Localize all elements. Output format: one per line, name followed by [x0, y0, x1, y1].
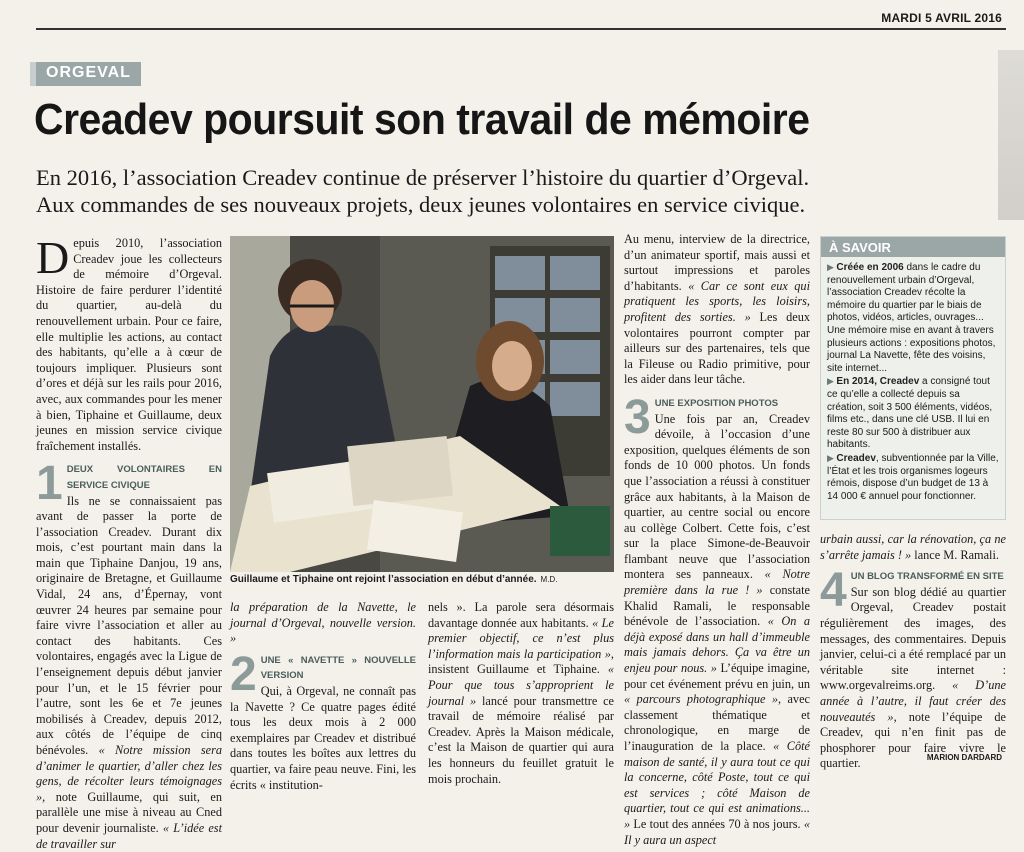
quote-text: « Il y aura un aspect — [624, 816, 810, 847]
info-item-lead: Creadev — [836, 452, 876, 464]
author-signature: MARION DARDARD — [926, 753, 1002, 762]
body-text: Les deux volontaires pourront compter par ailleurs sur des partenaires, tels que la Fileuse ou Radio primitive, pour les aider dans leur tâche. — [624, 309, 811, 387]
article-column-2 — [230, 600, 416, 792]
info-item-lead: Créée en 2006 — [836, 262, 904, 273]
body-text: Qui, à Orgeval, ne connaît pas la Navette ? Ce quatre pages édité tous les deux mois à 2 000 exemplaires par Creadev et distribué dans toutes les boîtes aux lettres du quartier, va faire peau neuve. Fini, les écrits « institution- — [230, 683, 416, 792]
body-text: constate Khalid Ramali, le responsable bénévole de l’association. — [624, 583, 811, 629]
body-text: lance M. Ramali. — [911, 547, 999, 562]
body-text: L’équipe imagine, pour cet événement prévu en juin, un — [624, 661, 810, 691]
article-column-1 — [36, 232, 223, 851]
body-text: Ils ne se connaissaient pas avant de passer la porte de l’association Creadev. Durant dix mois, c’est pourtant main dans la main que Tiphaine Danjou, 19 ans, originaire de Bretagne, et Guillaume Vidal, 24 ans, d’Épernay, vont œuvrer 24 heures par semaine pour faire vivre l’association et aller au contact des habitants. Ces volontaires, engagés avec la Ligue de l’enseignement depuis début janvier pour l’un, et le 15 février pour l’autre, sont les 6e et 7e jeunes mobilisés à Creadev, depuis 2012, aux côtés de l’équipe de cinq bénévoles. — [36, 493, 222, 757]
info-box-body — [821, 257, 1005, 507]
article-photo — [230, 236, 614, 572]
standfirst — [36, 164, 996, 218]
info-item-text: , subventionnée par la Ville, l’État et les trois organismes logeurs rémois, dispose d’un budget de 13 à 14 000 € annuel pour fonctionner. — [827, 452, 999, 502]
quote-text: « On a déjà exposé dans un hall d’immeuble mais jamais dehors. Ça va être un enjeu pour nous. » — [624, 614, 811, 676]
quote-text: « parcours photographique » — [624, 692, 778, 707]
body-text: , insistent Guillaume et Tiphaine. — [428, 646, 614, 677]
info-box — [820, 236, 1006, 520]
quote-text: « L’idée est de travailler sur — [36, 820, 223, 851]
body-text: Le tout des années 70 à nos jours. — [633, 816, 801, 831]
drop-cap: D — [36, 232, 70, 283]
article-column-3 — [428, 600, 615, 786]
quote-text: « Le premier objectif, ce n’est plus l’information mais la participation » — [428, 615, 614, 661]
section-number: 2 — [230, 647, 257, 701]
standfirst-line: En 2016, l’association Creadev continue de préserver l’histoire du quartier d’Orgeval. — [36, 165, 810, 190]
section-number: 4 — [820, 564, 847, 618]
quote-text: la préparation de la Navette, le journal d’Orgeval, nouvelle version. » — [230, 600, 416, 646]
quote-text: urbain aussi, car la rénovation, ça ne s’arrête jamais ! » — [820, 532, 1006, 562]
quote-text: « Notre mission sera d’animer le quartier, d’aller chez les gens, de récolter leurs témoignages » — [36, 743, 222, 804]
section-number: 1 — [36, 457, 63, 511]
section-subhead: UNE « NAVETTE » NOUVELLE VERSION — [260, 654, 416, 682]
standfirst-line: Aux commandes de ses nouveaux projets, deux jeunes volontaires en service civique. — [36, 192, 806, 217]
body-text: lancé pour transmettre ce travail de mémoire réalisé par Creadev. Après la Maison médicale, c’est la Maison de quartier qui aura les honneurs du feuillet gratuit le mois prochain. — [428, 693, 615, 786]
body-text: , note Guillaume, qui suit, en parallèle une mise à niveau au Cned pour devenir journaliste. — [36, 789, 222, 835]
quote-text: « Car ce sont eux qui pratiquent les sports, les loisirs, profitent des sorties. » — [624, 278, 810, 324]
info-box-title: À SAVOIR — [821, 237, 1005, 257]
quote-text: « Côté maison de santé, il y aura tout ce qui la concerne, côté Poste, tout ce qui est services ; côté Maison de quartier, tout ce qui est animations... » — [624, 739, 811, 831]
info-item — [827, 452, 999, 503]
issue-date: MARDI 5 AVRIL 2016 — [881, 11, 1002, 25]
triangle-bullet-icon: ▶ — [827, 376, 837, 387]
quote-text: « D’une année à l’autre, il faut créer des nouveautés » — [820, 678, 1006, 724]
page-header — [36, 10, 1006, 30]
info-item-lead: En 2014, Creadev — [836, 376, 920, 388]
adjacent-page-edge — [998, 50, 1024, 220]
body-text: Une fois par an, Creadev dévoile, à l’occasion d’une exposition, quelques éléments de son fonds de 10 000 photos. Un fonds que l’association a réussi à constituer grâce aux habitants, à la Maison de quartier, au centre social ou encore au collège Colbert. Cette fois, c’est sur la place Simone-de-Beauvoir flambant neuve que l’association montera ses panneaux. — [624, 411, 810, 582]
info-item-text: dans le cadre du renouvellement urbain d’Orgeval, l’association Creadev récolte la mémoire du quartier par le biais de photos, vidéos, articles, ouvrages... Une mémoire mise en avant à travers plusieurs actions : expositions photos, journal La Navette, fête des voisins, site internet... — [827, 262, 996, 374]
info-item — [827, 375, 999, 452]
quote-text: « Pour que tous s’approprient le journal » — [428, 662, 614, 708]
intro-text: epuis 2010, l’association Creadev joue les collecteurs de mémoire d’Orgeval. Histoire de faire perdurer l’identité du quartier, au-delà du renouvellement urbain. Pour ce faire, elle multiplie les actions, au contact des habitants, qu’elle a à cœur de toujours impliquer. Plusieurs sont d’ores et déjà sur les rails pour 2016, avec, aux commandes pour les mener à bien, Tiphaine et Guillaume, deux jeunes en mission service civique fraîchement installés. — [36, 236, 222, 453]
info-item-text: a consigné tout ce qu’elle a collecté depuis sa création, soit 3 500 éléments, vidéos, films etc., dans une clé USB. Il lui en reste 80 sur 500 à distribuer aux habitants. — [827, 376, 993, 451]
body-text: Sur son blog dédié au quartier Orgeval, Creadev postait régulièrement des images, des messages, des commentaires. Depuis janvier, celui-ci a été remplacé par un véritable site internet : www.orgevalreims.org. — [820, 584, 1006, 693]
triangle-bullet-icon: ▶ — [827, 262, 837, 272]
body-text: nels ». La parole sera désormais davantage donnée aux habitants. — [428, 600, 614, 630]
section-tag: ORGEVAL — [36, 62, 141, 86]
section-number: 3 — [624, 390, 651, 444]
section-subhead: UN BLOG TRANSFORMÉ EN SITE — [850, 571, 1004, 583]
photo-credit: M.D. — [540, 575, 558, 584]
triangle-bullet-icon: ▶ — [827, 452, 837, 463]
section-subhead: UNE EXPOSITION PHOTOS — [654, 397, 779, 409]
headline: Creadev poursuit son travail de mémoire — [34, 95, 810, 144]
section-subhead: DEUX VOLONTAIRES EN SERVICE CIVIQUE — [66, 464, 222, 491]
body-text: , note l’équipe de Creadev, qui n’en finit pas de phosphorer pour faire vivre le quartier. — [820, 709, 1006, 771]
info-item — [827, 261, 999, 375]
quote-text: « Notre première dans la rue ! » — [624, 567, 811, 598]
caption-text: Guillaume et Tiphaine ont rejoint l’association en début d’année. — [230, 574, 537, 585]
photo-illustration — [230, 236, 614, 572]
article-column-4 — [624, 232, 811, 847]
body-text: , avec classement thématique et chronologique, en marge de l’inauguration de la place. — [624, 692, 810, 753]
photo-caption — [230, 574, 614, 585]
body-text: Au menu, interview de la directrice, d’un animateur sportif, mais aussi et surtout impressions et paroles d’habitants. — [624, 232, 810, 293]
